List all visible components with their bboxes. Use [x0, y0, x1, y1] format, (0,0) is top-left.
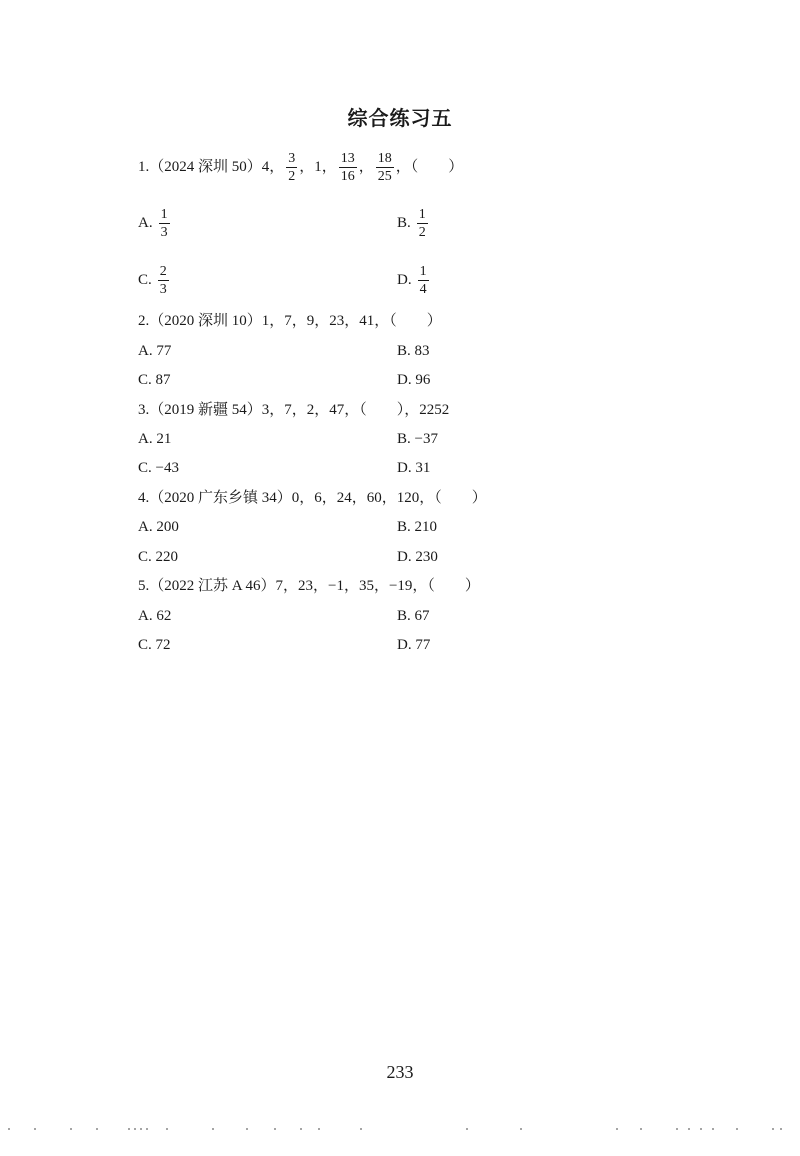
question-2-option-c: C. 87 [138, 372, 171, 388]
question-1-mid: ，1， [299, 158, 337, 175]
question-3-option-c: C. −43 [138, 460, 179, 476]
question-3-option-b: B. −37 [397, 431, 438, 447]
question-5-option-c: C. 72 [138, 637, 171, 653]
question-1-option-c: C. $\frac{2}{3}$ [138, 264, 167, 297]
question-4-option-d: D. 230 [397, 549, 438, 565]
question-2-option-b: B. 83 [397, 343, 430, 359]
question-1-prefix: 1.（2024 深圳 50）4， [138, 158, 285, 175]
question-1-option-b: B. $\frac{1}{2}$ [397, 207, 426, 240]
fraction-18-25: $\frac{18}{25}$ [377, 151, 392, 184]
scan-noise-dots [0, 1128, 800, 1136]
question-3-stem: 3.（2019 新疆 54）3，7，2，47，（ ），2252 [138, 402, 450, 418]
fraction-13-16: $\frac{13}{16}$ [340, 151, 355, 184]
question-5-option-a: A. 62 [138, 608, 172, 624]
question-1-option-d: D. $\frac{1}{4}$ [397, 264, 427, 297]
question-2-option-a: A. 77 [138, 343, 172, 359]
question-4-option-a: A. 200 [138, 519, 179, 535]
page-number: 233 [386, 1062, 414, 1082]
question-4-stem: 4.（2020 广东乡镇 34）0，6，24，60，120，（ ） [138, 490, 487, 506]
question-3-option-a: A. 21 [138, 431, 172, 447]
question-3-option-d: D. 31 [397, 460, 431, 476]
question-1-sep: ， [358, 158, 374, 175]
question-1-option-a: A. $\frac{1}{3}$ [138, 207, 168, 240]
page-title: 综合练习五 [347, 106, 453, 130]
question-5-option-d: D. 77 [397, 637, 431, 653]
question-4-option-b: B. 210 [397, 519, 438, 535]
question-1-stem [138, 150, 463, 185]
question-4-option-c: C. 220 [138, 549, 179, 565]
fraction-3-2: $\frac{3}{2}$ [288, 151, 296, 184]
question-2-stem: 2.（2020 深圳 10）1，7，9，23，41，（ ） [138, 313, 442, 329]
question-2-option-d: D. 96 [397, 372, 431, 388]
question-5-stem: 5.（2022 江苏 A 46）7，23，−1，35，−19，（ ） [138, 578, 480, 594]
question-1-suffix: ，（ ） [395, 158, 464, 175]
question-5-option-b: B. 67 [397, 608, 430, 624]
